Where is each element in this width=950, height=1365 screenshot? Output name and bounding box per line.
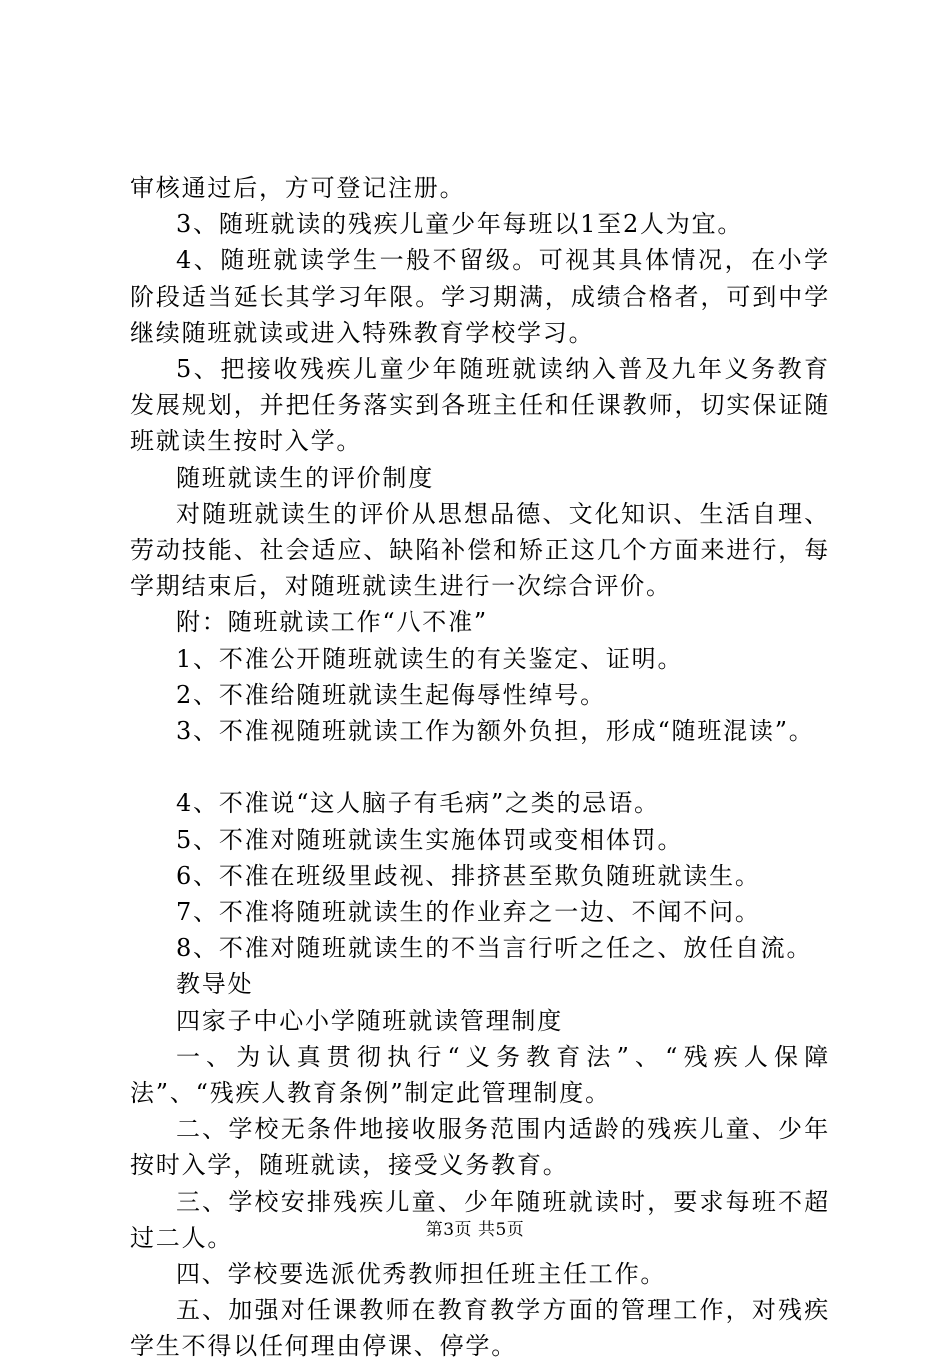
paragraph: 3、随班就读的残疾儿童少年每班以1至2人为宜。 bbox=[176, 210, 744, 239]
signature-line: 教导处 bbox=[176, 970, 254, 999]
section-heading: 四家子中心小学随班就读管理制度 bbox=[176, 1006, 563, 1035]
list-item: 1、不准公开随班就读生的有关鉴定、证明。 bbox=[176, 644, 684, 673]
paragraph: 五、加强对任课教师在教育教学方面的管理工作，对残疾学生不得以任何理由停课、停学。 bbox=[130, 1296, 830, 1361]
page-footer bbox=[0, 1218, 950, 1242]
page-number: 第3页 共5页 bbox=[425, 1220, 525, 1240]
paragraph: 一、为认真贯彻执行“义务教育法”、“残疾人保障法”、“残疾人教育条例”制定此管理制度。 bbox=[130, 1042, 830, 1108]
document-body bbox=[130, 170, 830, 1365]
paragraph: 4、随班就读学生一般不留级。可视其具体情况，在小学阶段适当延长其学习年限。学习期满，成绩合格者，可到中学继续随班就读或进入特殊教育学校学习。 bbox=[130, 246, 830, 347]
list-item: 8、不准对随班就读生的不当言行听之任之、放任自流。 bbox=[176, 934, 813, 963]
section-heading: 随班就读生的评价制度 bbox=[176, 463, 434, 492]
list-item: 6、不准在班级里歧视、排挤甚至欺负随班就读生。 bbox=[176, 861, 761, 890]
list-item: 7、不准将随班就读生的作业弃之一边、不闻不问。 bbox=[176, 898, 761, 927]
paragraph: 对随班就读生的评价从思想品德、文化知识、生活自理、劳动技能、社会适应、缺陷补偿和矫正这几个方面来进行，每学期结束后，对随班就读生进行一次综合评价。 bbox=[130, 499, 830, 601]
blank-line bbox=[130, 749, 830, 785]
paragraph: 审核通过后，方可登记注册。 bbox=[130, 174, 466, 202]
list-item: 3、不准视随班就读工作为额外负担，形成“随班混读”。 bbox=[176, 717, 815, 746]
list-item: 2、不准给随班就读生起侮辱性绰号。 bbox=[176, 680, 606, 709]
paragraph: 四、学校要选派优秀教师担任班主任工作。 bbox=[176, 1260, 667, 1289]
list-item: 4、不准说“这人脑子有毛病”之类的忌语。 bbox=[176, 789, 660, 818]
paragraph: 二、学校无条件地接收服务范围内适龄的残疾儿童、少年按时入学，随班就读，接受义务教育。 bbox=[130, 1115, 830, 1180]
list-item: 5、不准对随班就读生实施体罚或变相体罚。 bbox=[176, 825, 684, 854]
section-heading: 附：随班就读工作“八不准” bbox=[176, 608, 488, 637]
paragraph: 5、把接收残疾儿童少年随班就读纳入普及九年义务教育发展规划，并把任务落实到各班主任和任课教师，切实保证随班就读生按时入学。 bbox=[130, 355, 830, 456]
paragraph: 三、学校安排残疾儿童、少年随班就读时，要求每班不超过二人。 bbox=[130, 1187, 830, 1252]
